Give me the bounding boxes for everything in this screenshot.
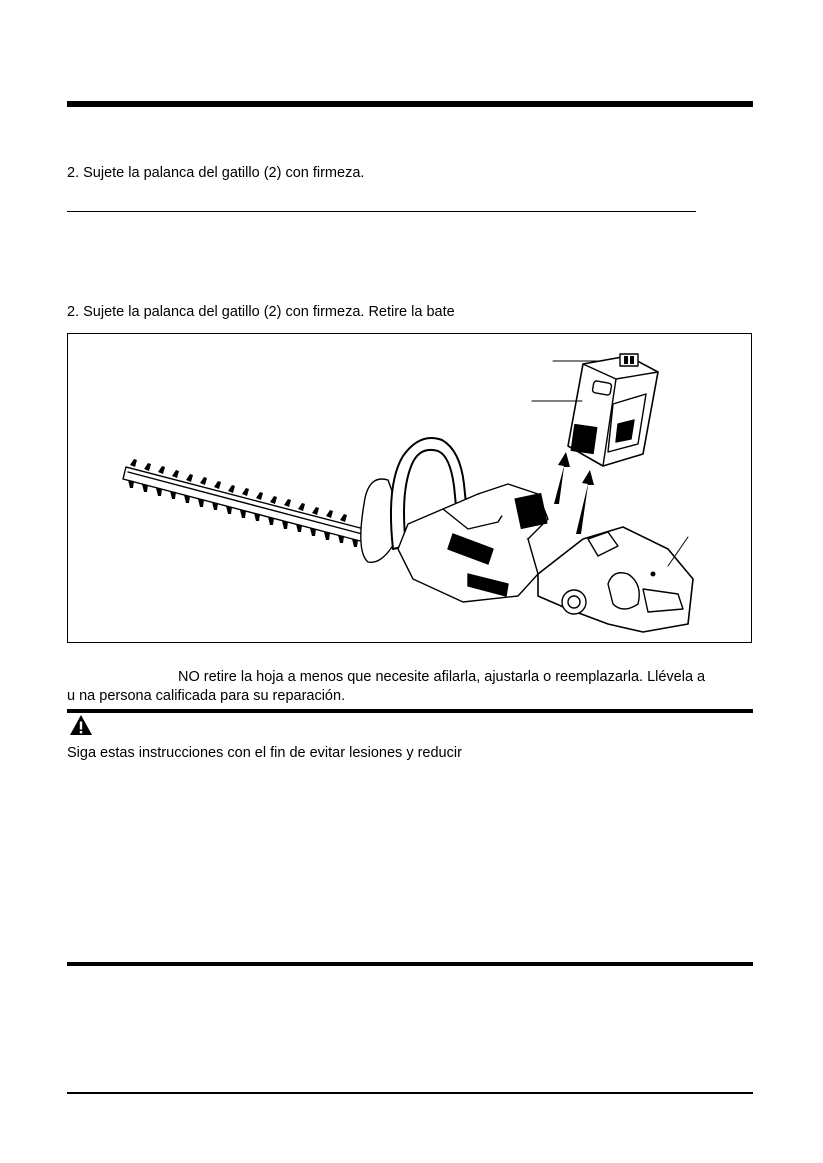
footer-rule bbox=[67, 1092, 753, 1094]
blade bbox=[123, 467, 368, 542]
hedge-trimmer-illustration bbox=[67, 333, 752, 643]
note-line-1: NO retire la hoja a menos que necesite afilarla, ajustarla o reemplazarla. Llévela a bbox=[178, 669, 706, 685]
blade-teeth-bottom bbox=[128, 480, 358, 547]
warning-top-rule bbox=[67, 709, 753, 713]
step-text-1: 2. Sujete la palanca del gatillo (2) con firmeza. bbox=[67, 165, 365, 181]
section-divider bbox=[67, 211, 696, 212]
battery-pack bbox=[568, 354, 658, 466]
hedge-trimmer-drawing bbox=[68, 334, 752, 643]
warning-text: Siga estas instrucciones con el fin de evitar lesiones y reducir bbox=[67, 745, 462, 761]
step-text-2: 2. Sujete la palanca del gatillo (2) con firmeza. Retire la bate bbox=[67, 304, 455, 320]
insertion-arrows bbox=[554, 452, 594, 534]
blade-teeth-top bbox=[130, 459, 347, 522]
warning-triangle-icon bbox=[69, 714, 93, 736]
section-bottom-rule bbox=[67, 962, 753, 966]
top-header-rule bbox=[67, 101, 753, 107]
note-line-2: u na persona calificada para su reparación. bbox=[67, 688, 346, 704]
